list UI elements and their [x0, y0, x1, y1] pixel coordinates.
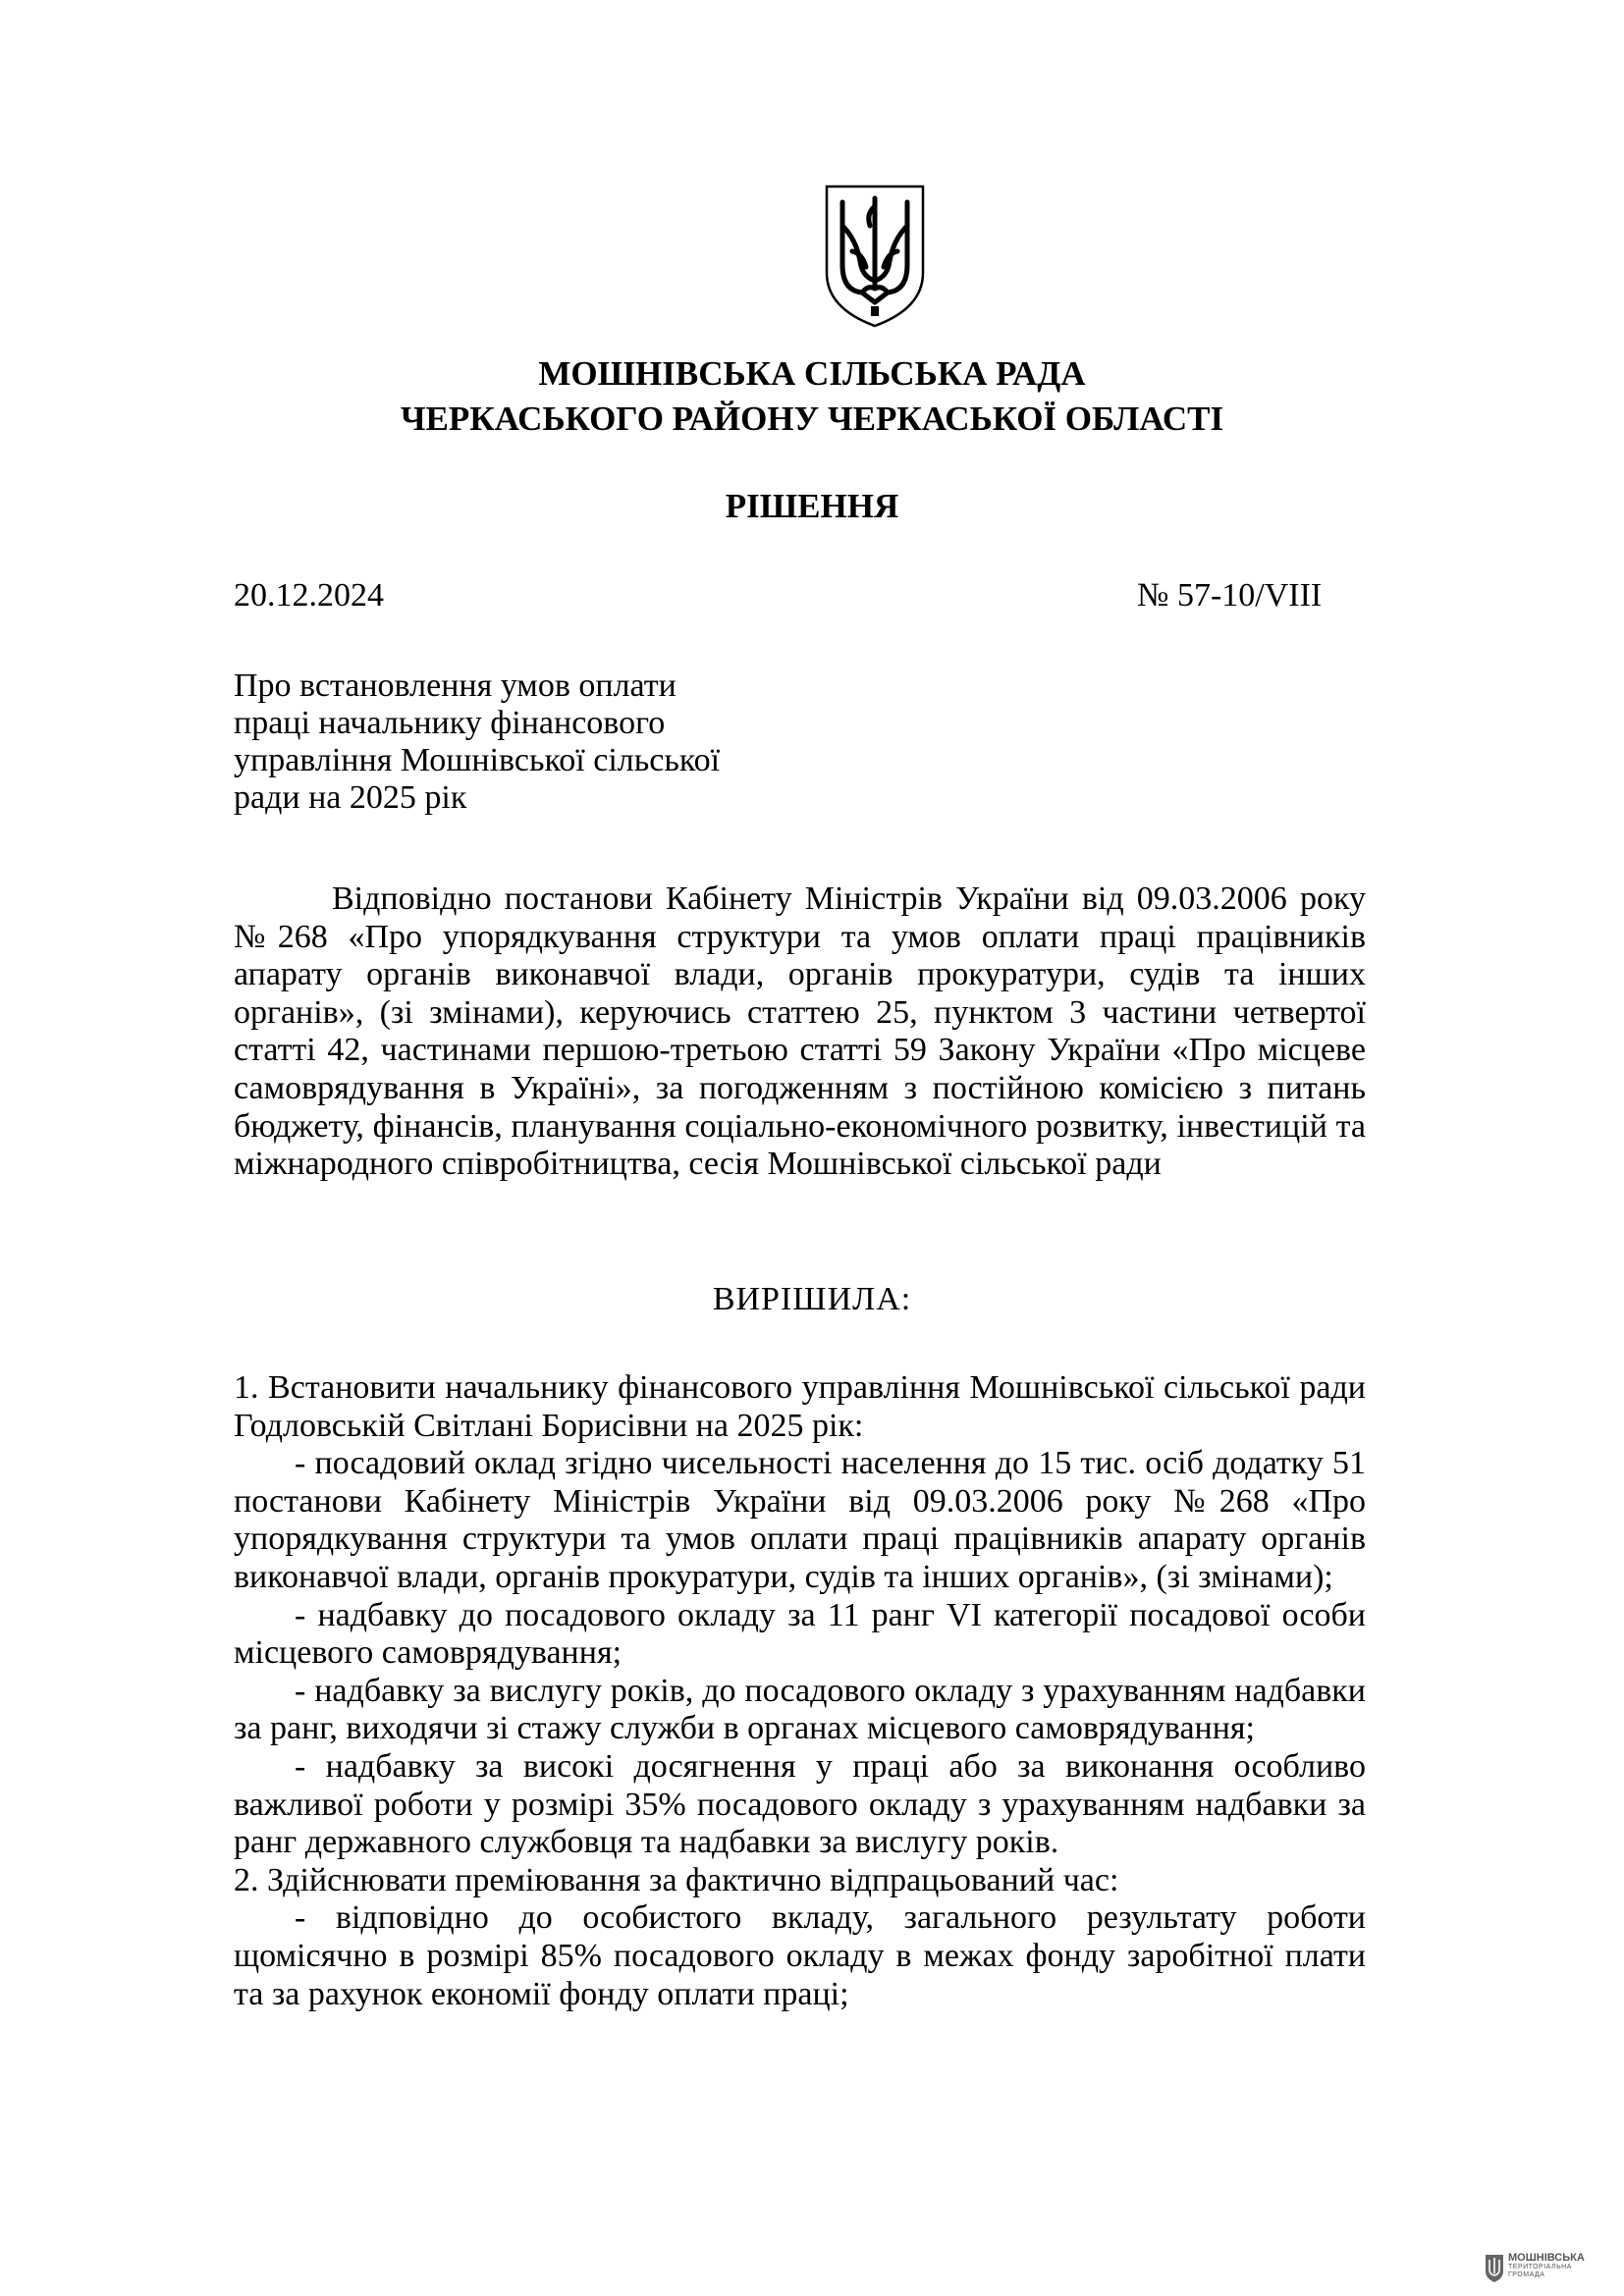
subject-line: управління Мошнівської сільської [234, 742, 721, 778]
decided-heading: ВИРІШИЛА: [712, 1281, 912, 1317]
logo-text-line: МОШНІВСЬКА [1508, 2252, 1585, 2264]
resolution-item: - надбавку за вислугу років, до посадового окладу з урахуванням надбавки за ранг, виходячи зі стажу служби в органах місцевого самоврядування; [234, 1672, 1366, 1747]
document-subject [234, 667, 823, 817]
subject-line: ради на 2025 рік [234, 779, 467, 816]
resolution-section [234, 1369, 1366, 2013]
subject-line: Про встановлення умов оплати [234, 667, 677, 704]
subject-line: праці начальнику фінансового [234, 705, 666, 741]
document-type: РІШЕННЯ [725, 487, 899, 525]
resolution-item: - посадовий оклад згідно чисельності населення до 15 тис. осіб додатку 51 постанови Кабінету Міністрів України від 09.03.2006 року №268 «Про упорядкування структури та умов оплати праці працівників апарату органів виконавчої влади, органів прокуратури, судів та інших органів», (зі змінами); [234, 1445, 1366, 1595]
resolution-item: - відповідно до особистого вкладу, загального результату роботи щомісячно в розмірі 85% посадового окладу в межах фонду заробітної плати та за рахунок економії фонду оплати праці; [234, 1899, 1366, 2012]
community-logo [1485, 2252, 1593, 2285]
resolution-item: - надбавку за високі досягнення у праці або за виконання особливо важливої роботи у розмірі 35% посадового окладу з урахуванням надбавки за ранг державного службовця та надбавки за вислугу років. [234, 1747, 1366, 1861]
document-date: 20.12.2024 [234, 577, 384, 614]
council-name: МОШНІВСЬКА СІЛЬСЬКА РАДА [538, 354, 1086, 393]
document-number: № 57-10/VIII [1137, 577, 1323, 614]
resolution-point-1: 1. Встановити начальнику фінансового управління Мошнівської сільської ради Годловській Світлані Борисівни на 2025 рік: [234, 1369, 1366, 1444]
trident-mini-icon [1485, 2254, 1504, 2283]
preamble-paragraph: Відповідно постанови Кабінету Міністрів України від 09.03.2006 року №268 «Про упорядкування структури та умов оплати праці працівників апарату органів виконавчої влади, органів прокуратури, судів та інших органів», (зі змінами), керуючись статтею 25, пунктом 3 частини четвертої статті 42, частинами першою-третьою статті 59 Закону України «Про місцеве самоврядування в Україні», за погодженням з постійною комісією з питань бюджету, фінансів, планування соціально-економічного розвитку, інвестицій та міжнародного співробітництва, сесія Мошнівської сільської ради [234, 881, 1366, 1183]
logo-text-line: ТЕРИТОРІАЛЬНА [1508, 2264, 1572, 2270]
logo-text-line: ГРОМАДА [1508, 2271, 1545, 2278]
council-region: ЧЕРКАСЬКОГО РАЙОНУ ЧЕРКАСЬКОЇ ОБЛАСТІ [400, 400, 1224, 438]
trident-emblem-icon [823, 183, 927, 330]
resolution-item: - надбавку до посадового окладу за 11 ранг VI категорії посадової особи місцевого самоврядування; [234, 1596, 1366, 1672]
resolution-point-2: 2. Здійснювати преміювання за фактично відпрацьований час: [234, 1861, 1119, 1898]
logo-text [1508, 2252, 1585, 2279]
